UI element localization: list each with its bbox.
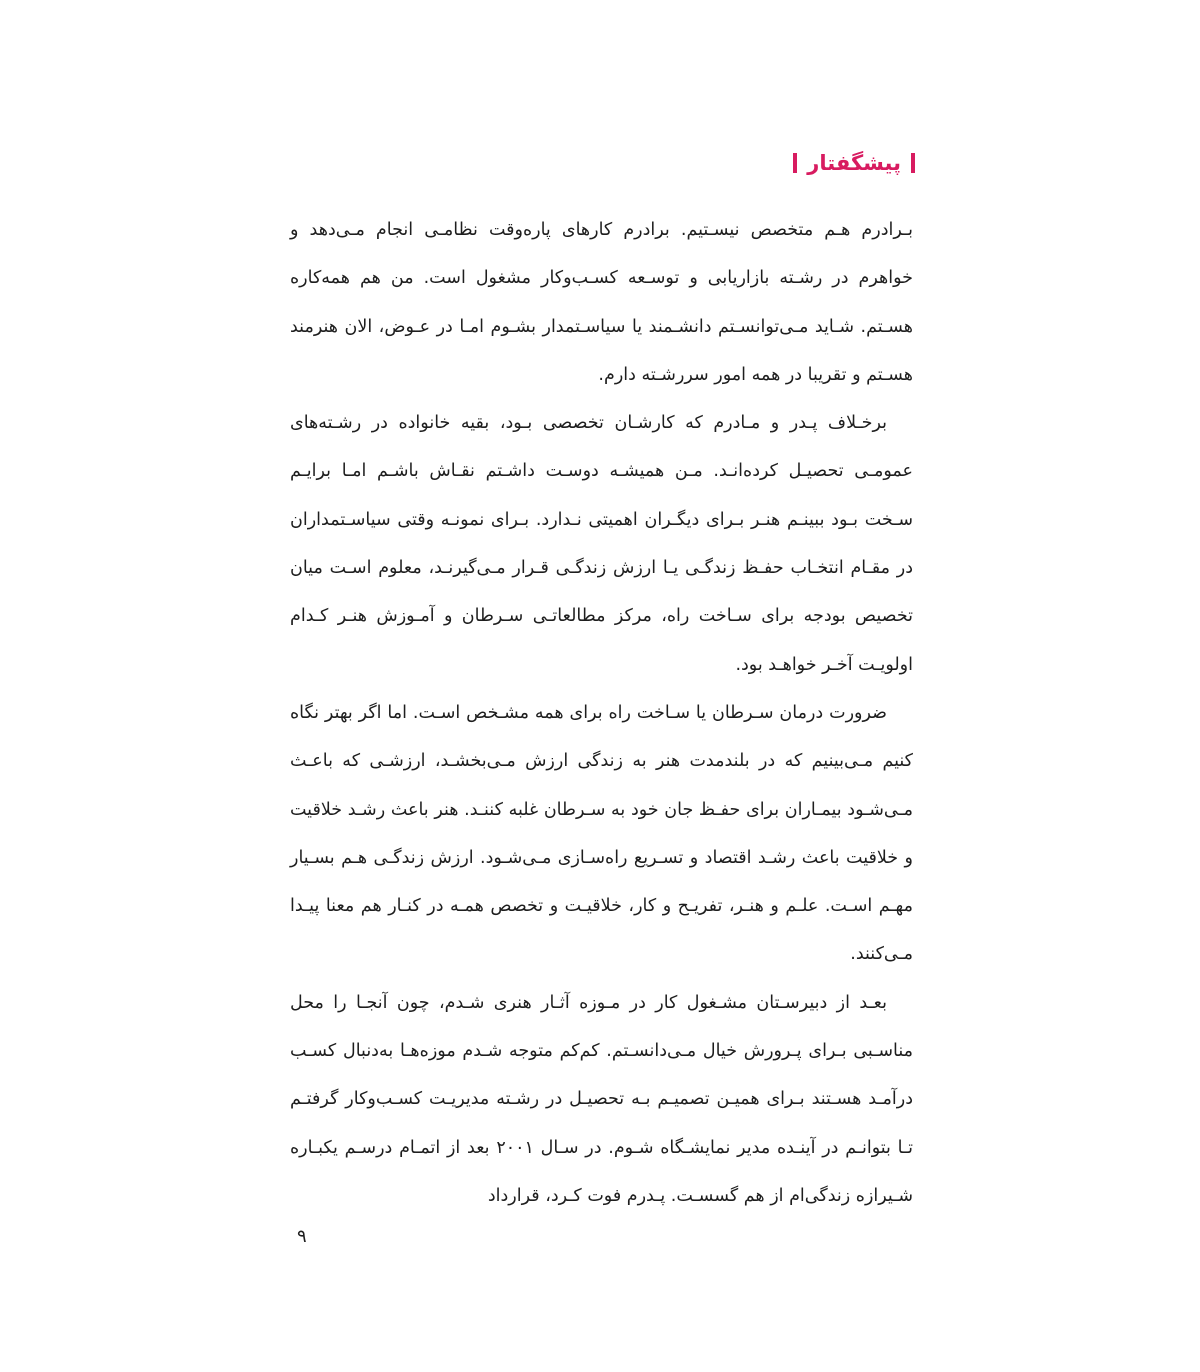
page-number: ۹ <box>297 1226 307 1247</box>
header-bar-right <box>911 153 915 173</box>
paragraph: بعـد از دبیرسـتان مشـغول کار در مـوزه آثـار هنری شـدم، چون آنجـا را محل مناسـبی بـرای پـرورش خیال مـی‌دانسـتم. کم‌کم متوجه شـدم موزه‌هـا به‌دنبال کسـب درآمـد هسـتند بـرای همیـن تصمیـم بـه تحصیـل در رشـته مدیریـت کسـب‌وکار گرفتـم تـا بتوانـم در آینـده مدیر نمایشـگاه شـوم. در سـال ۲۰۰۱ بعد از اتمـام درسـم یکبـاره شـیرازه زندگی‌ام از هم گسسـت. پـدرم فوت کـرد، قرارداد <box>290 992 913 1206</box>
header-bar-left <box>793 153 797 173</box>
body-text <box>290 206 913 1220</box>
paragraph: برخـلاف پـدر و مـادرم که کارشـان تخصصی بـود، بقیه خانواده در رشـته‌های عمومـی تحصیـل کرده‌انـد. مـن همیشـه دوسـت داشـتم نقـاش باشـم امـا برایـم سـخت بـود ببینـم هنـر بـرای دیگـران اهمیتی نـدارد. بـرای نمونـه وقتی سیاسـتمداران در مقـام انتخـاب حفـظ زندگـی یـا ارزش زندگـی قـرار مـی‌گیرنـد، معلوم اسـت میان تخصیص بودجه برای سـاخت راه، مرکز مطالعاتـی سـرطان و آمـوزش هنـر کـدام اولویـت آخـر خواهـد بود. <box>290 413 913 675</box>
section-title: پیشگفتار <box>807 151 901 175</box>
section-header <box>793 146 915 180</box>
paragraph: ضرورت درمان سـرطان یا سـاخت راه برای همه مشـخص اسـت. اما اگر بهتر نگاه کنیم مـی‌بینیم که در بلندمدت هنر به زندگی ارزش مـی‌بخشـد، ارزشـی که باعـث مـی‌شـود بیمـاران برای حفـظ جان خود به سـرطان غلبه کننـد. هنر باعث رشـد خلاقیت و خلاقیت باعث رشـد اقتصاد و تسـریع راه‌سـازی مـی‌شـود. ارزش زندگـی هـم بسـیار مهـم اسـت. علـم و هنـر، تفریـح و کار، خلاقیـت و تخصص همـه در کنـار هم معنا پیـدا مـی‌کنند. <box>290 702 913 965</box>
paragraph: بـرادرم هـم متخصص نیسـتیم. برادرم کارهای پاره‌وقت نظامـی انجام مـی‌دهد و خواهرم در رشـته بازاریابی و توسـعه کسـب‌وکار مشغول است. من هم همه‌کاره هسـتم. شـاید مـی‌توانسـتم دانشـمند یا سیاسـتمدار بشـوم امـا در عـوض، الان هنرمند هسـتم و تقریبا در همه امور سررشـته دارم. <box>290 220 913 385</box>
